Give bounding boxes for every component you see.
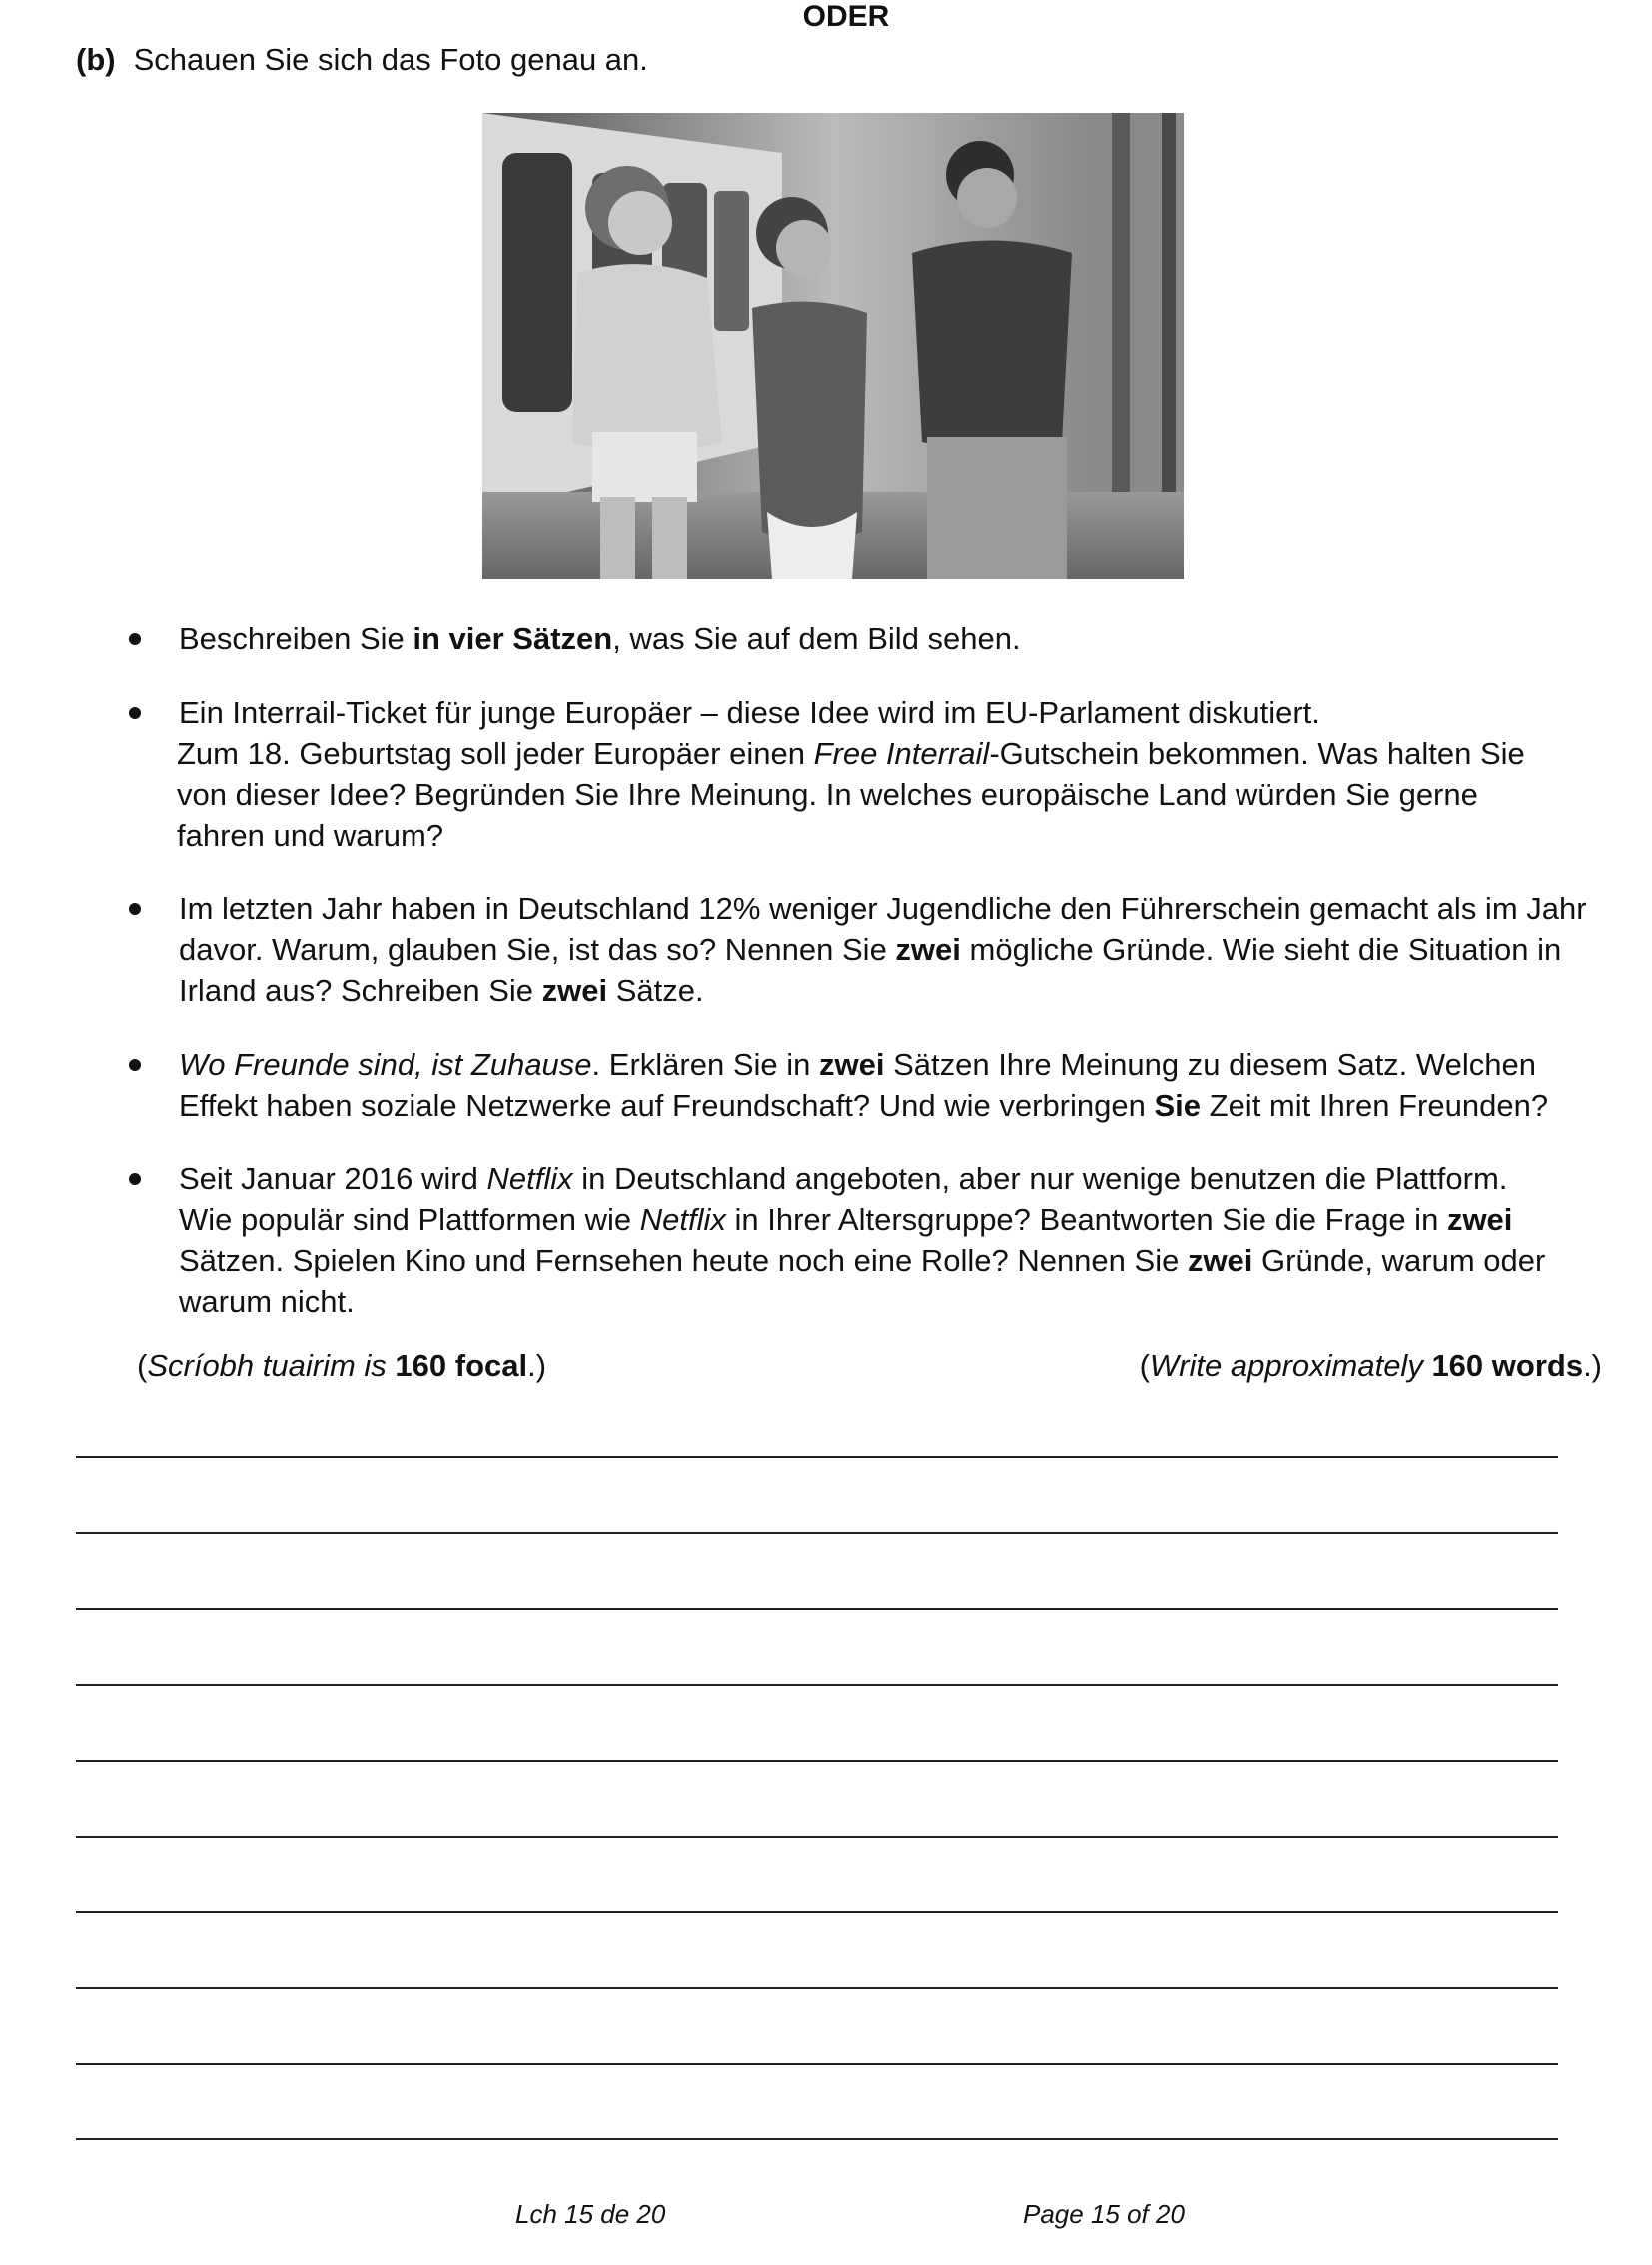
writing-line[interactable] xyxy=(76,1684,1558,1686)
writing-line[interactable] xyxy=(76,1836,1558,1838)
bullet-first-line: Ein Interrail-Ticket für junge Europäer – diese Idee wird im EU-Parlament diskutiert. xyxy=(179,695,1320,730)
photo-image xyxy=(482,113,1184,579)
bullet-describe-photo xyxy=(179,618,1021,659)
writing-line[interactable] xyxy=(76,1760,1558,1762)
bullet-dot-icon xyxy=(129,1059,141,1071)
bold-text: zwei xyxy=(1446,1202,1513,1237)
bullet-dot-icon xyxy=(129,903,141,915)
word-count-note-irish: (Scríobh tuairim is 160 focal.) xyxy=(137,1348,547,1383)
word-count-note-english: (Write approximately 160 words.) xyxy=(1139,1348,1602,1383)
bold-text: zwei xyxy=(541,973,608,1008)
bullet-text: Zum 18. Geburtstag soll jeder Europäer einen Free Interrail-Gutschein bekommen. Was halten Sie von dieser Idee? Begründen Sie Ihre Meinung. In welches europäische Land würden Sie gerne fahren und warum? xyxy=(177,736,1525,853)
footer-page-english: Page 15 of 20 xyxy=(1023,2199,1185,2229)
bold-text: Sie xyxy=(1154,1088,1202,1123)
writing-line[interactable] xyxy=(76,1532,1558,1534)
bold-text: zwei xyxy=(818,1047,885,1082)
italic-text: Wo Freunde sind, ist Zuhause xyxy=(179,1047,592,1082)
bold-text: zwei xyxy=(895,932,961,967)
question-label: (b) xyxy=(76,42,116,77)
writing-line[interactable] xyxy=(76,1987,1558,1989)
italic-text: Free Interrail xyxy=(813,736,990,771)
italic-text: Netflix xyxy=(486,1161,573,1196)
bullet-text: Beschreiben Sie in vier Sätzen, was Sie auf dem Bild sehen. xyxy=(179,621,1021,656)
bold-text: 160 focal xyxy=(395,1348,528,1383)
bold-text: 160 words xyxy=(1431,1348,1584,1383)
writing-line[interactable] xyxy=(76,2138,1558,2140)
bullet-netflix xyxy=(179,1158,1545,1322)
italic-text: Scríobh tuairim is xyxy=(147,1348,396,1383)
or-label: ODER xyxy=(802,0,890,33)
question-header xyxy=(76,42,648,78)
bullet-interrail xyxy=(179,692,1525,856)
bullet-driving-licence xyxy=(179,888,1587,1011)
writing-line[interactable] xyxy=(76,1911,1558,1913)
bullet-text: Im letzten Jahr haben in Deutschland 12% weniger Jugendliche den Führerschein gemacht als im Jahr davor. Warum, glauben Sie, ist das so? Nennen Sie zwei mögliche Gründe. Wie sieht die Situation in Irland aus? Schreiben Sie zwei Sätze. xyxy=(179,891,1587,1008)
bullet-friends xyxy=(179,1044,1548,1126)
bold-text: zwei xyxy=(1187,1243,1253,1278)
italic-text: Netflix xyxy=(639,1202,726,1237)
writing-line[interactable] xyxy=(76,1608,1558,1610)
italic-text: Write approximately xyxy=(1149,1348,1432,1383)
bold-text: in vier Sätzen xyxy=(413,621,613,656)
bullet-dot-icon xyxy=(129,1173,141,1185)
bullet-dot-icon xyxy=(129,633,141,645)
footer-page-irish: Lch 15 de 20 xyxy=(515,2199,666,2229)
writing-line[interactable] xyxy=(76,1456,1558,1458)
bullet-text: Seit Januar 2016 wird Netflix in Deutschland angeboten, aber nur wenige benutzen die Plattform. Wie populär sind Plattformen wie Netflix in Ihrer Altersgruppe? Beantworten Sie die Frage in zwei Sätzen. Spielen Kino und Fernsehen heute noch eine Rolle? Nennen Sie zwei Gründe, warum oder warum nicht. xyxy=(179,1161,1546,1319)
writing-line[interactable] xyxy=(76,2063,1558,2065)
bullet-dot-icon xyxy=(129,707,141,719)
question-instruction: Schauen Sie sich das Foto genau an. xyxy=(133,42,648,77)
bullet-text: Wo Freunde sind, ist Zuhause. Erklären Sie in zwei Sätzen Ihre Meinung zu diesem Satz. Welchen Effekt haben soziale Netzwerke auf Freundschaft? Und wie verbringen Sie Zeit mit Ihren Freunden? xyxy=(179,1047,1549,1123)
